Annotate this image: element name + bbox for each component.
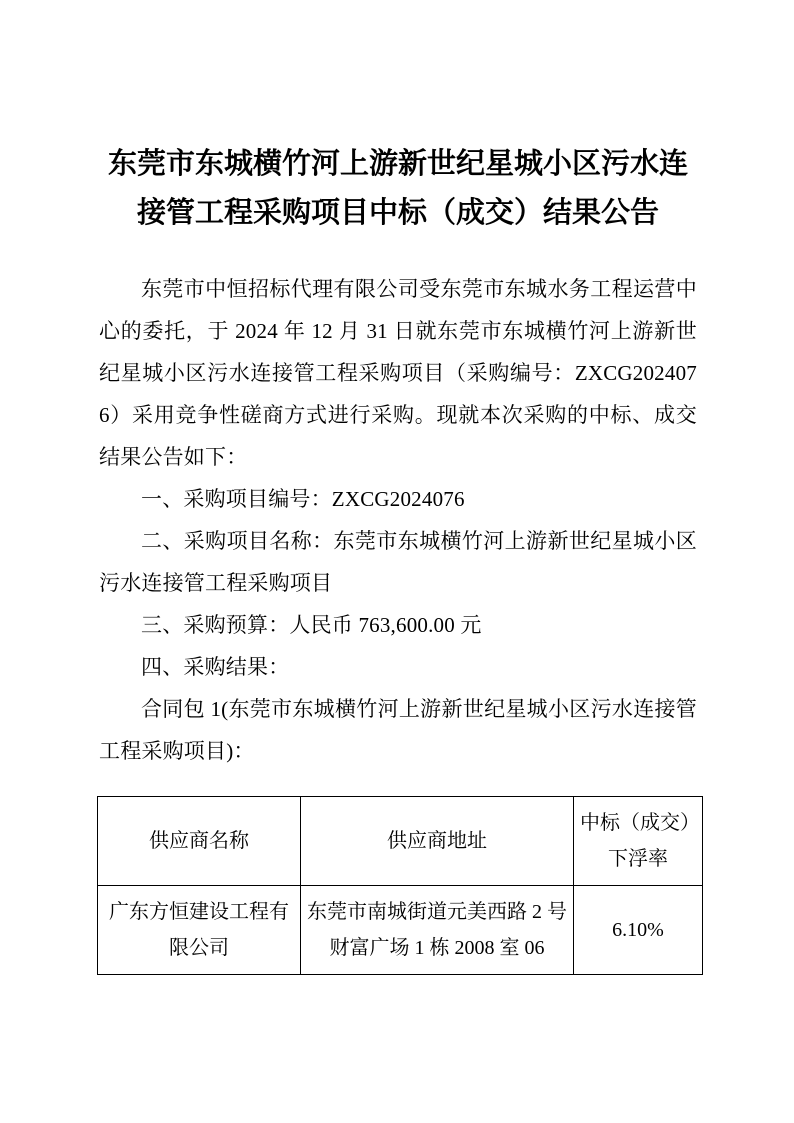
- page-title-line-1: 东莞市东城横竹河上游新世纪星城小区污水连: [107, 148, 688, 180]
- document-content: [99, 0, 700, 975]
- section-item-3: 三、采购预算：人民币 763,600.00 元: [141, 613, 482, 637]
- section-item-1: 一、采购项目编号：ZXCG2024076: [141, 487, 465, 511]
- result-table-wrapper: [99, 796, 700, 975]
- section-item-4: 四、采购结果：: [141, 655, 290, 679]
- page-title-line-2: 接管工程采购项目中标（成交）结果公告: [136, 197, 659, 229]
- table-row: [98, 886, 703, 975]
- contract-package-label: 合同包 1(东莞市东城横竹河上游新世纪星城小区污水连接管工程采购项目)：: [99, 697, 697, 763]
- header-winning-rate-line-1: 中标（成交）: [580, 812, 700, 834]
- header-supplier-name: 供应商名称: [98, 797, 301, 886]
- cell-winning-rate: 6.10%: [574, 886, 703, 975]
- cell-supplier-name-text: 广东方恒建设工程有限公司: [109, 901, 289, 959]
- header-winning-rate-line-2: 下浮率: [608, 848, 668, 870]
- cell-supplier-address-text: 东莞市南城街道元美西路 2 号财富广场 1 栋 2008 室 06: [307, 901, 567, 959]
- header-winning-rate: [574, 797, 703, 886]
- section-item-2: 二、采购项目名称：东莞市东城横竹河上游新世纪星城小区污水连接管工程采购项目: [99, 529, 697, 595]
- intro-paragraph: 东莞市中恒招标代理有限公司受东莞市东城水务工程运营中心的委托，于 2024 年 12 月 31 日就东莞市东城横竹河上游新世纪星城小区污水连接管工程采购项目（采购编号：ZXCG2024076）采用竞争性磋商方式进行采购。现就本次采购的中标、成交结果公告如下：: [99, 277, 697, 469]
- procurement-result-table: [97, 796, 703, 975]
- header-supplier-address: 供应商地址: [301, 797, 574, 886]
- cell-supplier-address: [301, 886, 574, 975]
- page-title: [99, 0, 697, 238]
- cell-supplier-name: [98, 886, 301, 975]
- table-header-row: [98, 797, 703, 886]
